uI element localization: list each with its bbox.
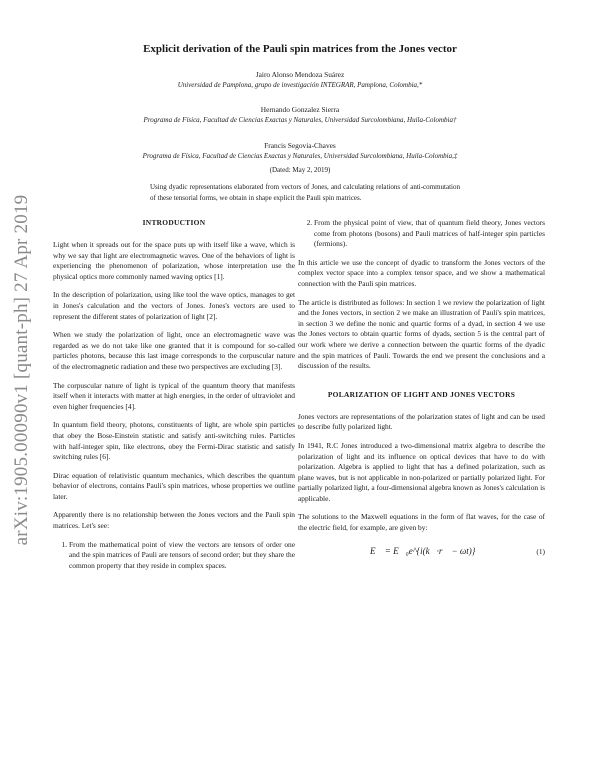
paper-title: Explicit derivation of the Pauli spin matrices from the Jones vector — [143, 43, 457, 55]
paragraph: The corpuscular nature of light is typical of the quantum theory that manifests itself when it interacts with matter at high energies, in the order of ultraviolet and even higher frequencies [4]. — [53, 380, 295, 411]
paragraph: In this article we use the concept of dyadic to transform the Jones vectors of the complex vector space into a complex tensor space, and we show a mathematical connection with the Pauli spin matrices. — [298, 257, 545, 288]
enumerated-list — [53, 540, 295, 572]
abstract: Using dyadic representations elaborated from vectors of Jones, and calculating relations of anti-commutation of these tensorial forms, we obtain in shape explicit the Pauli spin matrices. — [150, 183, 460, 202]
equation-number: (1) — [536, 546, 545, 556]
paragraph: In 1941, R.C Jones introduced a two-dimensional matrix algebra to describe the polarization of light and its influence on optical devices that have to do with polarization. Algebra is applied to light that has a defined polarization, such as plane waves, but is not applicable in non-polarized or partially polarized light. For partially polarized light, a four-dimensional algebra known as Jones's calculation is applicable. — [298, 440, 545, 503]
paragraph: The article is distributed as follows: In section 1 we review the polarization of light and the Jones vectors, in section 2 we make an illustration of Pauli's spin matrices, in section 3 we define the nonic and quartic forms of a dyad, in section 4 we use the Jones vectors to obtain quartic forms of dyads, section 5 is the central part of our work where we derive a connection between the quartic forms of the dyadic and the spin matrices of Pauli. Towards the end we present the conclusions and a discussion of the results. — [298, 297, 545, 371]
arxiv-stamp-text: arXiv:1905.00090v1 [quant-ph] 27 Apr 2019 — [11, 194, 32, 546]
list-item: 1. From the mathematical point of view the vectors are tensors of order one and the spin matrices of Pauli are tensors of second order; but they share the common property that they reside in complex spaces. — [69, 540, 295, 572]
equation-1 — [298, 542, 545, 564]
author-affiliation: Universidad de Pamplona, grupo de investigación INTEGRAR, Pamplona, Colombia,* — [177, 81, 423, 89]
paragraph: In quantum field theory, photons, constituents of light, are whole spin particles that obey the Bose-Einstein statistic and satisfy anti-switching rules. Particles with half-integer spin, like electrons, obey the Fermi-Dirac statistic and satisfy switching rules [6]. — [53, 420, 295, 462]
paragraph: Light when it spreads out for the space puts up with itself like a wave, which is why we say that light are electromagnetic waves. One of the behaviors of light is experiencing the phenomenon of polarization, whose interpretation use the physical optics more commonly named waving optics [1]. — [53, 240, 295, 281]
section-heading-introduction: INTRODUCTION — [142, 218, 206, 227]
right-column — [298, 218, 545, 564]
paper-date: (Dated: May 2, 2019) — [269, 166, 331, 174]
author-affiliation: Programa de Física, Facultad de Ciencias Exactas y Naturales, Universidad Surcolombiana, Huila-Colombia,‡ — [142, 152, 458, 160]
arxiv-stamp — [4, 180, 40, 560]
paragraph: The solutions to the Maxwell equations in the form of flat waves, for the case of the electric field, for example, are given by: — [298, 512, 545, 533]
author-name: Francis Segovia-Chaves — [264, 141, 336, 150]
author-name: Jairo Alonso Mendoza Suárez — [255, 70, 345, 79]
section-heading-polarization: POLARIZATION OF LIGHT AND JONES VECTORS — [327, 389, 516, 399]
list-item: 2. From the physical point of view, that of quantum field theory, Jones vectors come from photons (bosons) and Pauli matrices of half-integer spin particles (fermions). — [314, 218, 545, 250]
author-name: Hernando Gonzalez Sierra — [260, 105, 340, 114]
paragraph: When we study the polarization of light, once an electromagnetic wave was regarded as we do not take like one granted that it is compound for so-called particles photons, because this last image corresponds to the corpuscular nature of the electromagnetic radiation and these two perspectives are excluding [3]. — [53, 330, 295, 371]
paragraph: Jones vectors are representations of the polarization states of light and can be used to describe fully polarized light. — [298, 411, 545, 432]
left-column — [53, 218, 295, 579]
enumerated-list — [298, 218, 545, 250]
paragraph: In the description of polarization, using like tool the wave optics, manages to get in Jones's calculation and the vectors of Jones. Jones's vectors are used to represent the different states of polarization of light [2]. — [53, 290, 295, 321]
author-affiliation: Programa de Física, Facultad de Ciencias Exactas y Naturales, Universidad Surcolombiana, Huila-Colombia† — [143, 116, 457, 124]
equation-expression: E⃗ = E⃗₀e^{i(k⃗·r⃗ − ωt)} — [370, 545, 476, 556]
paragraph: Apparently there is no relationship between the Jones vectors and the Pauli spin matrices. Let's see: — [53, 510, 295, 531]
paragraph: Dirac equation of relativistic quantum mechanics, which describes the quantum behavior of electrons, contains Pauli's spin matrices, whose properties we outline later. — [53, 470, 295, 501]
